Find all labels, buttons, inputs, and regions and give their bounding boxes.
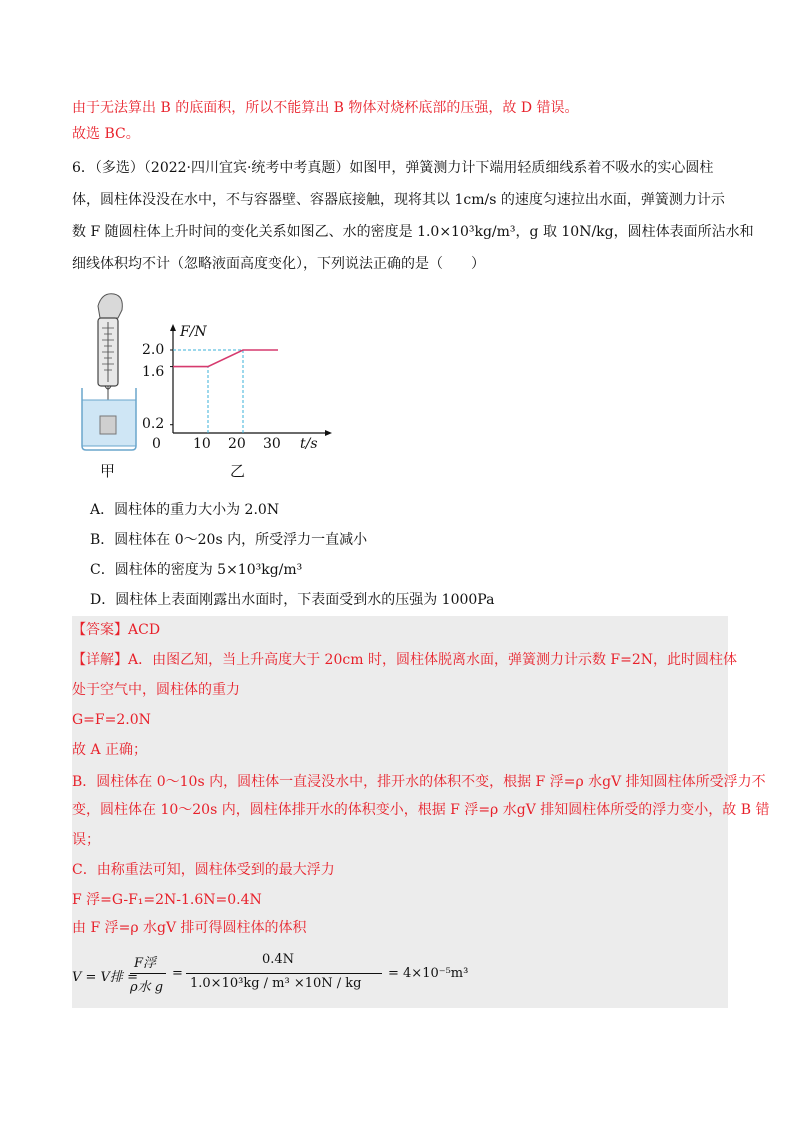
y-tick-2-0: 2.0 — [142, 342, 165, 358]
detail-line-2: 处于空气中，圆柱体的重力 — [72, 682, 240, 698]
question-line-3: 数 F 随圆柱体上升时间的变化关系如图乙、水的密度是 1.0×10³kg/m³，g 取 10N/kg，圆柱体表面所沾水和 — [72, 224, 754, 240]
formula-frac-bar-2 — [186, 973, 382, 974]
detail-c-line-1: C．由称重法可知，圆柱体受到的最大浮力 — [72, 862, 335, 878]
label-jia: 甲 — [100, 462, 116, 480]
formula-frac-bar-1 — [130, 973, 166, 974]
beaker-illustration — [82, 388, 136, 450]
formula-eq: = — [172, 966, 183, 981]
conclusion-a: 故 A 正确； — [72, 742, 148, 758]
prev-answer-line: 故选 BC。 — [72, 126, 140, 142]
formula-den: 1.0×10³kg / m³ ×10N / kg — [190, 976, 362, 991]
option-a: A．圆柱体的重力大小为 2.0N — [90, 502, 280, 518]
prev-solution-line: 由于无法算出 B 的底面积，所以不能算出 B 物体对烧杯底部的压强，故 D 错误。 — [72, 100, 579, 116]
volume-formula — [72, 950, 632, 998]
x-tick-20: 20 — [228, 436, 246, 452]
formula-num: 0.4N — [262, 952, 295, 967]
option-b: B．圆柱体在 0～20s 内，所受浮力一直减小 — [90, 532, 368, 548]
detail-line-1: 【详解】A．由图乙知，当上升高度大于 20cm 时，圆柱体脱离水面，弹簧测力计示数 F=2N，此时圆柱体 — [72, 652, 737, 668]
question-line-2: 体，圆柱体没没在水中，不与容器壁、容器底接触，现将其以 1cm/s 的速度匀速拉出水面，弹簧测力计示 — [72, 192, 725, 208]
x-axis-label: t/s — [300, 436, 318, 452]
option-c: C．圆柱体的密度为 5×10³kg/m³ — [90, 562, 303, 578]
spring-scale-illustration — [98, 294, 122, 416]
detail-b-line-3: 误； — [72, 832, 100, 848]
figure-svg — [70, 288, 360, 488]
force-series-line — [173, 350, 278, 367]
formula-frac-top: F浮 — [134, 956, 157, 971]
x-tick-10: 10 — [193, 436, 211, 452]
formula-result: = 4×10⁻⁵m³ — [388, 966, 469, 981]
x-tick-30: 30 — [263, 436, 281, 452]
detail-b-line-2: 变，圆柱体在 10～20s 内，圆柱体排开水的体积变小，根据 F 浮=ρ 水gV 排知圆柱体所受的浮力变小，故 B 错 — [72, 802, 770, 818]
force-time-graph — [142, 324, 332, 452]
question-line-4: 细线体积均不计（忽略液面高度变化），下列说法正确的是（ ） — [72, 256, 485, 272]
option-d: D．圆柱体上表面刚露出水面时，下表面受到水的压强为 1000Pa — [90, 592, 495, 608]
y-axis-label: F/N — [180, 324, 207, 340]
detail-b-line-1: B．圆柱体在 0～10s 内，圆柱体一直浸没水中，排开水的体积不变，根据 F 浮=ρ 水gV 排知圆柱体所受浮力不 — [72, 774, 766, 790]
detail-c-line-3: 由 F 浮=ρ 水gV 排可得圆柱体的体积 — [72, 920, 307, 936]
origin-tick: 0 — [152, 436, 161, 452]
y-tick-0-2: 0.2 — [142, 416, 165, 432]
answer-label: 【答案】ACD — [72, 622, 161, 638]
label-yi: 乙 — [230, 462, 246, 480]
question-line-1: 6．（多选）（2022·四川宜宾·统考中考真题）如图甲，弹簧测力计下端用轻质细线系着不吸水的实心圆柱 — [72, 160, 714, 176]
formula-left: V = V排 = — [72, 970, 138, 985]
x-axis-arrow — [325, 430, 332, 436]
formula-gravity: G=F=2.0N — [72, 712, 151, 728]
formula-frac-bottom: ρ水 g — [130, 980, 164, 995]
y-axis-arrow — [170, 324, 176, 331]
y-tick-1-6: 1.6 — [142, 364, 165, 380]
figure — [70, 288, 360, 488]
detail-c-line-2: F 浮=G-F₁=2N-1.6N=0.4N — [72, 892, 262, 908]
